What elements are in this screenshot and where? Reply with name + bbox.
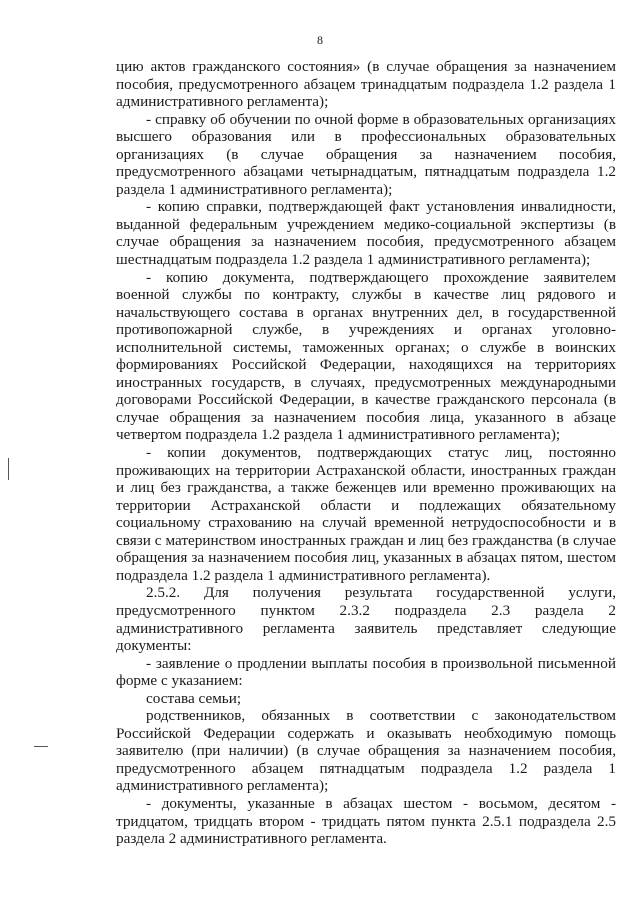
scan-mark xyxy=(8,458,9,480)
paragraph: - копию документа, подтверждающего прохождение заявителем военной службы по контракту, службы в качестве лиц рядового и начальствующего состава в органах внутренних дел, в государственной противопожарной службе, в учреждениях и органах уголовно-исполнительной системы, таможенных органах; о службе в воинских формированиях Российской Федерации, находящихся на территориях иностранных государств, в случаях, предусмотренных международными договорами Российской Федерации, в качестве гражданского персонала (в случае обращения за назначением пособия лица, указанного в абзаце четвертом подраздела 1.2 раздела 1 административного регламента); xyxy=(116,268,616,444)
paragraph: 2.5.2. Для получения результата государственной услуги, предусмотренного пунктом 2.3.2 подраздела 2.3 раздела 2 административного регламента заявитель представляет следующие документы: xyxy=(116,584,616,655)
page-number: 8 xyxy=(317,33,323,47)
paragraph: - заявление о продлении выплаты пособия в произвольной письменной форме с указанием: xyxy=(116,654,616,690)
paragraph: - документы, указанные в абзацах шестом - восьмом, десятом - тридцатом, тридцать втором - тридцать пятом пункта 2.5.1 подраздела 2.5 раздела 2 административного регламента. xyxy=(116,794,616,848)
document-body xyxy=(116,58,616,848)
paragraph: - копии документов, подтверждающих статус лиц, постоянно проживающих на территории Астраханской области, иностранных граждан и лиц без гражданства, а также беженцев или временно проживающих на территории Астраханской области и подлежащих обязательному социальному страхованию на случай временной нетрудоспособности и в связи с материнством иностранных граждан и лиц без гражданства (в случае обращения за назначением пособия лиц, указанных в абзацах пятом, шестом подраздела 1.2 раздела 1 административного регламента). xyxy=(116,444,616,584)
paragraph: состава семьи; xyxy=(146,689,242,707)
paragraph: родственников, обязанных в соответствии с законодательством Российской Федерации содержать и оказывать необходимую помощь заявителю (при наличии) (в случае обращения за назначением пособия, предусмотренного абзацем пятнадцатым подраздела 1.2 раздела 1 административного регламента); xyxy=(116,707,616,795)
paragraph: - копию справки, подтверждающей факт установления инвалидности, выданной федеральным учреждением медико-социальной экспертизы (в случае обращения за назначением пособия, предусмотренного абзацем шестнадцатым подраздела 1.2 раздела 1 административного регламента); xyxy=(116,198,616,269)
paragraph: цию актов гражданского состояния» (в случае обращения за назначением пособия, предусмотренного абзацем тринадцатым подраздела 1.2 раздела 1 административного регламента); xyxy=(116,58,616,111)
scan-mark xyxy=(34,746,48,747)
paragraph: - справку об обучении по очной форме в образовательных организациях высшего образования или в профессиональных образовательных организациях (в случае обращения за назначением пособия, предусмотренного абзацами четырнадцатым, пятнадцатым подраздела 1.2 раздела 1 административного регламента); xyxy=(116,110,616,198)
